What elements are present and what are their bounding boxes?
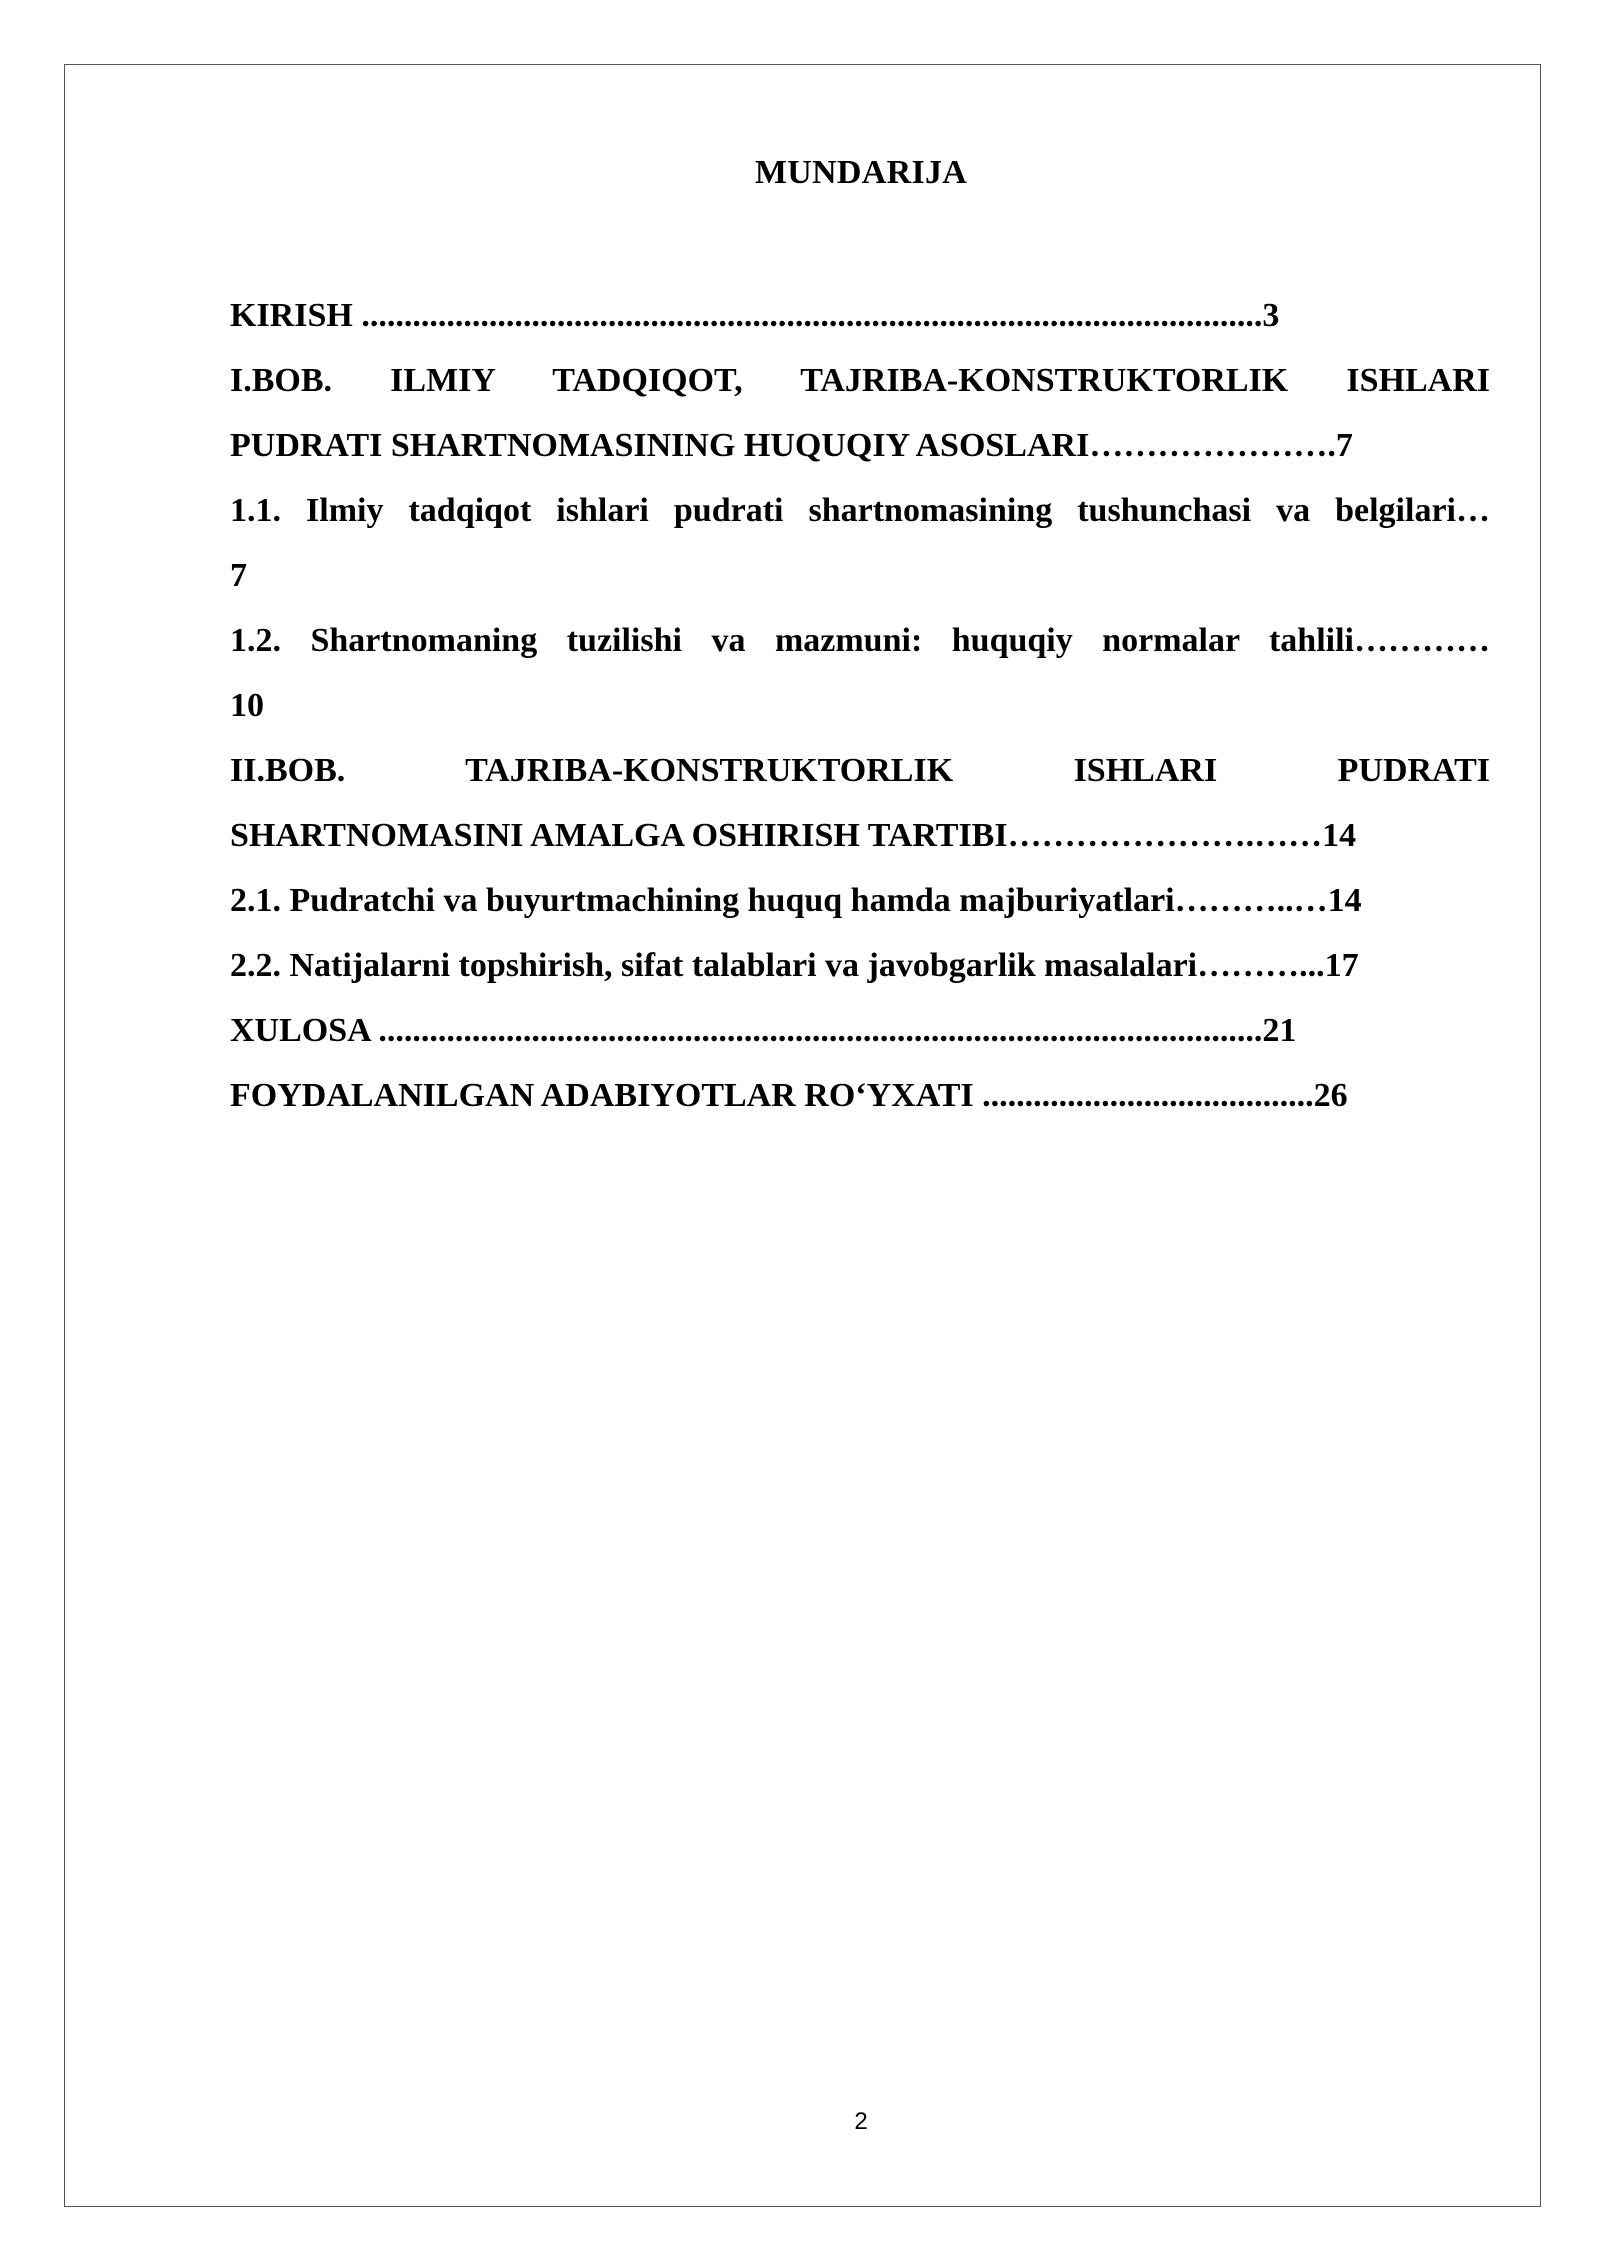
toc-entry-section-1-2-page: 10 — [230, 687, 264, 724]
table-of-contents — [230, 283, 1490, 1128]
page-number: 2 — [854, 2108, 868, 2135]
toc-entry-xulosa: XULOSA ........................................................................................................21 — [230, 1012, 1297, 1049]
toc-entry-section-2-2: 2.2. Natijalarni topshirish, sifat talablari va javobgarlik masalalari………...17 — [230, 947, 1359, 984]
toc-entry-section-1-1-page: 7 — [230, 557, 247, 594]
toc-entry-chapter-2-line-1: II.BOB. TAJRIBA-KONSTRUKTORLIK ISHLARI PUDRATI — [230, 752, 1490, 789]
toc-entry-bibliography: FOYDALANILGAN ADABIYOTLAR RO‘YXATI .......................................26 — [230, 1077, 1348, 1114]
toc-entry-chapter-2-line-2: SHARTNOMASINI AMALGA OSHIRISH TARTIBI………………….……14 — [230, 817, 1357, 854]
document-title: MUNDARIJA — [754, 154, 968, 191]
toc-entry-section-1-1: 1.1. Ilmiy tadqiqot ishlari pudrati shartnomasining tushunchasi va belgilari… — [230, 492, 1490, 529]
toc-entry-chapter-1-line-2: PUDRATI SHARTNOMASINING HUQUQIY ASOSLARI………………….7 — [230, 427, 1353, 464]
toc-entry-section-1-2: 1.2. Shartnomaning tuzilishi va mazmuni: huquqiy normalar tahlili………… — [230, 622, 1490, 659]
toc-entry-chapter-1-line-1: I.BOB. ILMIY TADQIQOT, TAJRIBA-KONSTRUKTORLIK ISHLARI — [230, 362, 1490, 399]
toc-entry-kirish: KIRISH ..........................................................................................................3 — [230, 297, 1280, 334]
toc-entry-section-2-1: 2.1. Pudratchi va buyurtmachining huquq hamda majburiyatlari………..…14 — [230, 882, 1362, 919]
